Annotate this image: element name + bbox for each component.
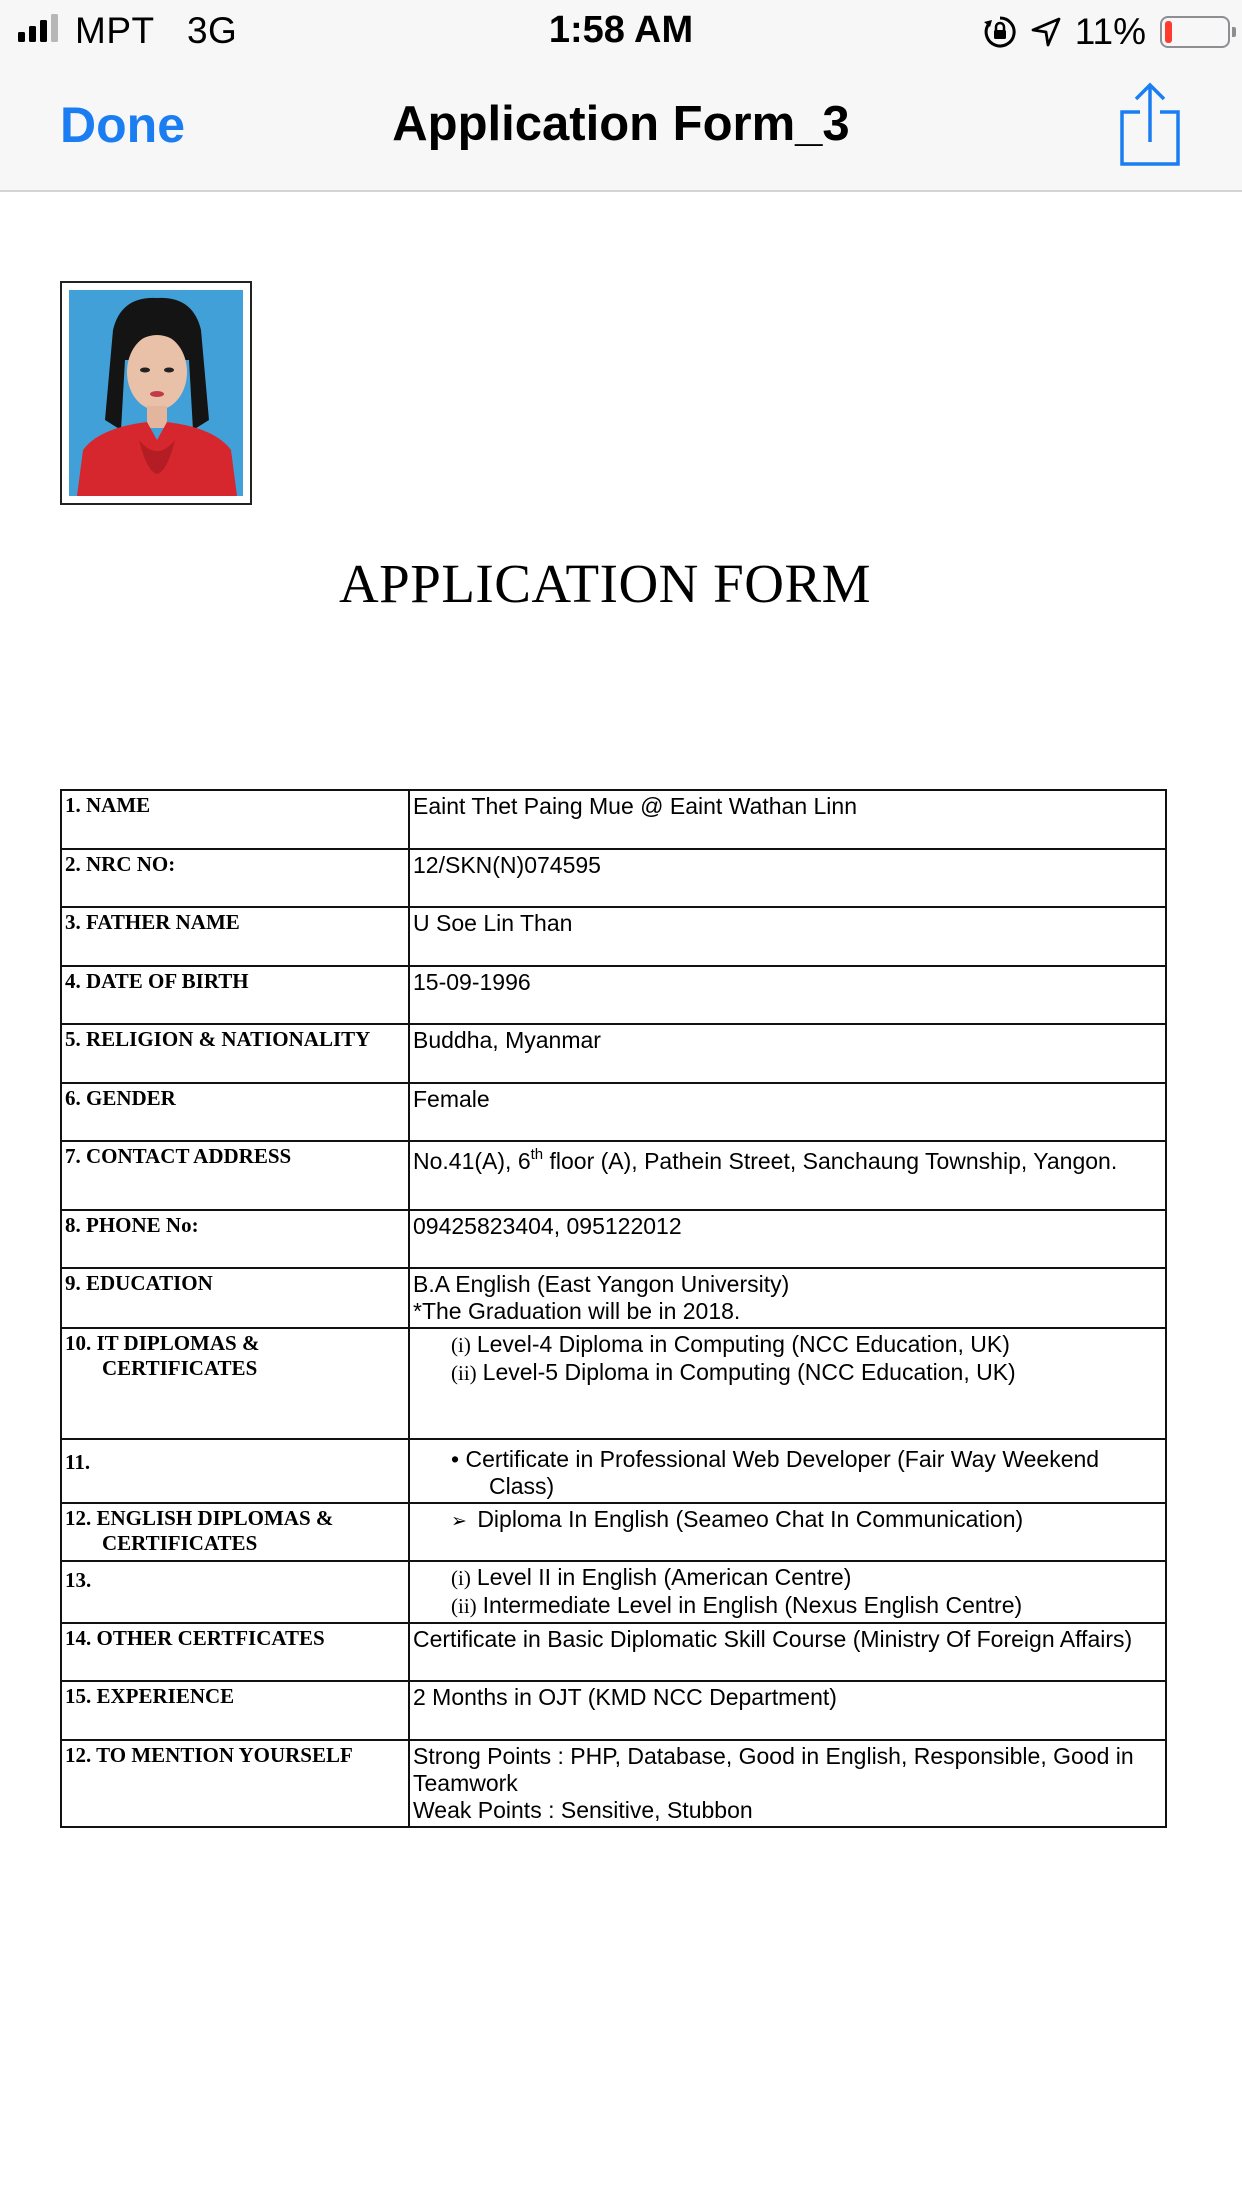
table-row: [61, 1439, 1166, 1503]
table-row: [61, 1681, 1166, 1740]
field-label: 15. EXPERIENCE: [61, 1681, 409, 1740]
list-item-text: Diploma In English (Seameo Chat In Communication): [477, 1506, 1024, 1532]
field-label: 12. TO MENTION YOURSELF: [61, 1740, 409, 1827]
field-label: 14. OTHER CERTFICATES: [61, 1623, 409, 1681]
table-row: [61, 849, 1166, 907]
list-item-text-continued: Class): [489, 1473, 555, 1499]
battery-percentage: 11%: [1074, 11, 1146, 52]
field-value: Buddha, Myanmar: [409, 1024, 1166, 1083]
list-item-text: Level II in English (American Centre): [476, 1564, 852, 1590]
field-label: 2. NRC NO:: [61, 849, 409, 907]
field-value: U Soe Lin Than: [409, 907, 1166, 966]
field-value: Eaint Thet Paing Mue @ Eaint Wathan Linn: [409, 790, 1166, 849]
location-arrow-icon: [1031, 17, 1061, 47]
field-value: Female: [409, 1083, 1166, 1141]
label-line: 12. ENGLISH DIPLOMAS &: [65, 1506, 334, 1530]
list-marker: (ii): [451, 1594, 477, 1618]
share-icon[interactable]: [1118, 82, 1182, 168]
field-label: [61, 1503, 409, 1561]
status-time: 1:58 AM: [548, 9, 694, 51]
bullet-marker: •: [451, 1446, 460, 1472]
table-row: [61, 1740, 1166, 1827]
status-bar: [0, 0, 1242, 64]
field-label: 3. FATHER NAME: [61, 907, 409, 966]
field-value: [409, 1439, 1166, 1503]
field-label: 13.: [61, 1561, 409, 1623]
field-value: [409, 1141, 1166, 1210]
list-item: [413, 1506, 1162, 1535]
table-row: [61, 1141, 1166, 1210]
list-item: [413, 1592, 1162, 1620]
done-button[interactable]: Done: [60, 97, 185, 153]
table-row: [61, 790, 1166, 849]
table-row: [61, 907, 1166, 966]
field-label: [61, 1328, 409, 1439]
table-row: [61, 1328, 1166, 1439]
field-label: 8. PHONE No:: [61, 1210, 409, 1268]
table-row: [61, 1024, 1166, 1083]
field-label: 6. GENDER: [61, 1083, 409, 1141]
list-item: [413, 1331, 1162, 1359]
field-label: 5. RELIGION & NATIONALITY: [61, 1024, 409, 1083]
list-item: [413, 1446, 1162, 1500]
field-label: 11.: [61, 1439, 409, 1503]
ordinal-suffix: th: [530, 1146, 544, 1163]
carrier-label: MPT 3G: [75, 10, 238, 51]
field-value: [409, 1740, 1166, 1827]
value-line: B.A English (East Yangon University): [413, 1271, 790, 1297]
table-row: [61, 1083, 1166, 1141]
field-value: 2 Months in OJT (KMD NCC Department): [409, 1681, 1166, 1740]
field-label: 7. CONTACT ADDRESS: [61, 1141, 409, 1210]
list-marker: (i): [451, 1333, 471, 1357]
table-row: [61, 1210, 1166, 1268]
field-value: 12/SKN(N)074595: [409, 849, 1166, 907]
field-value: [409, 1561, 1166, 1623]
form-heading: APPLICATION FORM: [338, 553, 872, 614]
table-row: [61, 1623, 1166, 1681]
field-value: 09425823404, 095122012: [409, 1210, 1166, 1268]
status-right: [983, 10, 1230, 54]
list-marker: (i): [451, 1566, 471, 1590]
list-item-text: Intermediate Level in English (Nexus English Centre): [482, 1592, 1023, 1618]
field-value: 15-09-1996: [409, 966, 1166, 1024]
address-text: No.41(A), 6: [413, 1148, 531, 1174]
list-marker: (ii): [451, 1361, 477, 1385]
label-line: CERTIFICATES: [102, 1531, 258, 1555]
address-text-rest: floor (A), Pathein Street, Sanchaung Township, Yangon.: [543, 1148, 1118, 1174]
list-item-text: Level-5 Diploma in Computing (NCC Education, UK): [482, 1359, 1016, 1385]
table-row: [61, 1268, 1166, 1328]
orientation-lock-icon: [983, 15, 1017, 49]
field-label: 4. DATE OF BIRTH: [61, 966, 409, 1024]
value-line: Weak Points : Sensitive, Stubbon: [413, 1797, 753, 1823]
application-form-table: [60, 789, 1167, 1828]
navigation-bar: [0, 64, 1242, 192]
label-line: 10. IT DIPLOMAS &: [65, 1331, 260, 1355]
table-row: [61, 1561, 1166, 1623]
table-row: [61, 1503, 1166, 1561]
field-value: [409, 1268, 1166, 1328]
value-line: Strong Points : PHP, Database, Good in English, Responsible, Good in Teamwork: [413, 1743, 1134, 1796]
arrow-marker: ➢: [451, 1511, 467, 1532]
field-label: 9. EDUCATION: [61, 1268, 409, 1328]
list-item-text: Certificate in Professional Web Developer (Fair Way Weekend: [465, 1446, 1100, 1472]
label-line: CERTIFICATES: [102, 1356, 258, 1380]
value-line: *The Graduation will be in 2018.: [413, 1298, 741, 1324]
battery-fill: [1165, 21, 1172, 43]
top-bar: [0, 0, 1242, 192]
battery-icon: [1160, 16, 1230, 48]
field-value: Certificate in Basic Diplomatic Skill Course (Ministry Of Foreign Affairs): [409, 1623, 1166, 1681]
field-label: 1. NAME: [61, 790, 409, 849]
list-item: [413, 1564, 1162, 1592]
list-item-text: Level-4 Diploma in Computing (NCC Education, UK): [476, 1331, 1010, 1357]
field-value: [409, 1328, 1166, 1439]
list-item: [413, 1359, 1162, 1387]
applicant-photo: [60, 281, 252, 505]
table-row: [61, 966, 1166, 1024]
field-value: [409, 1503, 1166, 1561]
document-title: Application Form_3: [392, 97, 850, 151]
